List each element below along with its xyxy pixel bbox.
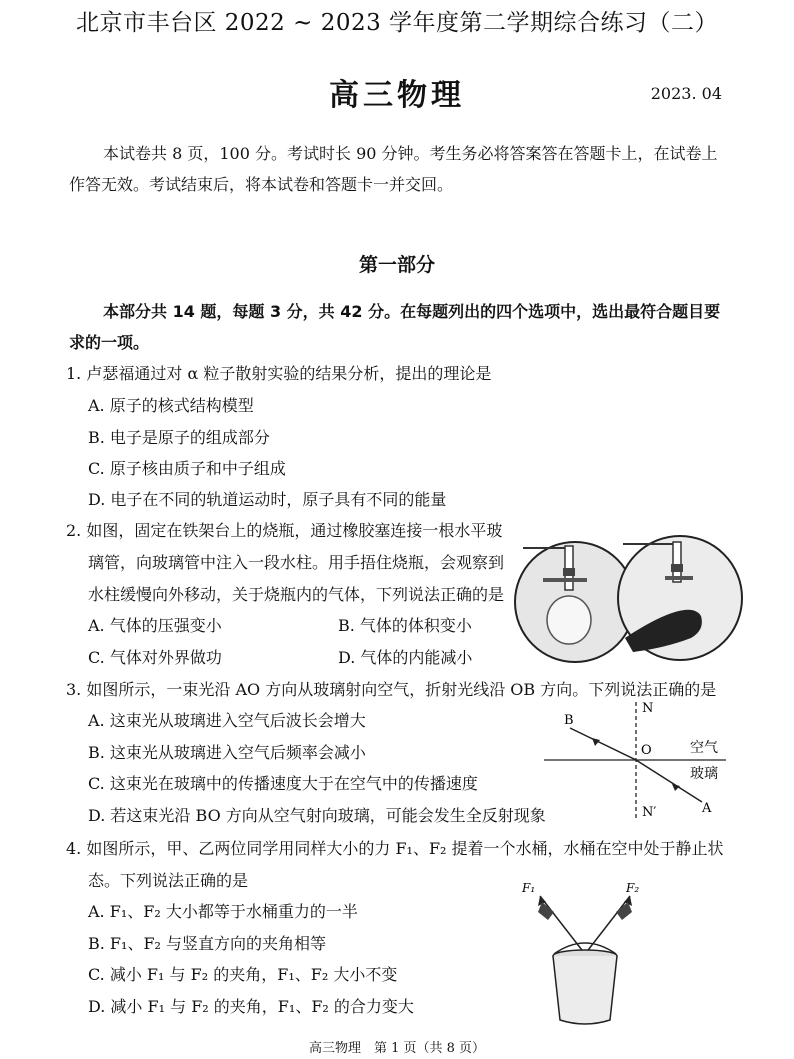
q2-stem-line3: 水柱缓慢向外移动，关于烧瓶内的气体，下列说法正确的是	[88, 585, 505, 604]
q4-option-c: C. 减小 F₁ 与 F₂ 的夹角，F₁、F₂ 大小不变	[88, 965, 398, 984]
q1-option-a: A. 原子的核式结构模型	[88, 396, 254, 415]
q1-option-b: B. 电子是原子的组成部分	[88, 428, 270, 447]
q3-stem: 3. 如图所示，一束光沿 AO 方向从玻璃射向空气，折射光线沿 OB 方向。下列说法正确的是	[66, 680, 717, 699]
q1-stem: 1. 卢瑟福通过对 α 粒子散射实验的结果分析，提出的理论是	[66, 364, 492, 383]
q4-stem-line2: 态。下列说法正确的是	[88, 871, 249, 890]
q2-stem-line2: 璃管，向玻璃管中注入一段水柱。用手捂住烧瓶，会观察到	[88, 553, 505, 572]
q3-option-c: C. 这束光在玻璃中的传播速度大于在空气中的传播速度	[88, 774, 478, 793]
q1-option-c: C. 原子核由质子和中子组成	[88, 459, 286, 478]
q4-option-b: B. F₁、F₂ 与竖直方向的夹角相等	[88, 934, 327, 953]
label-N: N	[642, 701, 654, 716]
bucket-figure	[510, 872, 660, 1032]
q3-option-d: D. 若这束光沿 BO 方向从空气射向玻璃，可能会发生全反射现象	[88, 806, 546, 825]
q4-option-d: D. 减小 F₁ 与 F₂ 的夹角，F₁、F₂ 的合力变大	[88, 997, 414, 1016]
label-A: A	[702, 801, 712, 816]
q3-option-a: A. 这束光从玻璃进入空气后波长会增大	[88, 711, 366, 730]
label-glass: 玻璃	[690, 766, 718, 782]
flask-figure	[505, 520, 745, 670]
q2-stem-line1: 2. 如图，固定在铁架台上的烧瓶，通过橡胶塞连接一根水平玻	[66, 521, 503, 540]
label-F2: F₂	[626, 881, 640, 895]
section-instructions: 本部分共 14 题，每题 3 分，共 42 分。在每题列出的四个选项中，选出最符合题目要求的一项。	[69, 302, 721, 352]
q4-option-a: A. F₁、F₂ 大小都等于水桶重力的一半	[88, 902, 358, 921]
label-B: B	[564, 713, 574, 728]
label-O: O	[641, 743, 652, 758]
exam-header: 北京市丰台区 2022 ~ 2023 学年度第二学期综合练习（二）	[75, 10, 719, 36]
q1-option-d: D. 电子在不同的轨道运动时，原子具有不同的能量	[88, 490, 447, 509]
q2-option-b: B. 气体的体积变小	[338, 616, 472, 635]
exam-intro: 本试卷共 8 页，100 分。考试时长 90 分钟。考生务必将答案答在答题卡上，在试卷上作答无效。考试结束后，将本试卷和答题卡一并交回。	[69, 144, 718, 194]
refraction-figure	[540, 698, 730, 824]
exam-date: 2023. 04	[650, 84, 722, 103]
q4-stem-line1: 4. 如图所示，甲、乙两位同学用同样大小的力 F₁、F₂ 提着一个水桶，水桶在空中处于静止状	[66, 839, 724, 858]
section-title: 第一部分	[358, 254, 435, 276]
q2-option-a: A. 气体的压强变小	[88, 616, 222, 635]
label-N-prime: N′	[642, 805, 657, 820]
label-air: 空气	[690, 740, 718, 756]
q2-option-c: C. 气体对外界做功	[88, 648, 222, 667]
subject-title: 高三物理	[329, 78, 465, 113]
q3-option-b: B. 这束光从玻璃进入空气后频率会减小	[88, 743, 366, 762]
page-footer: 高三物理 第 1 页（共 8 页）	[308, 1041, 486, 1056]
q2-option-d: D. 气体的内能减小	[338, 648, 473, 667]
label-F1: F₁	[522, 881, 536, 895]
